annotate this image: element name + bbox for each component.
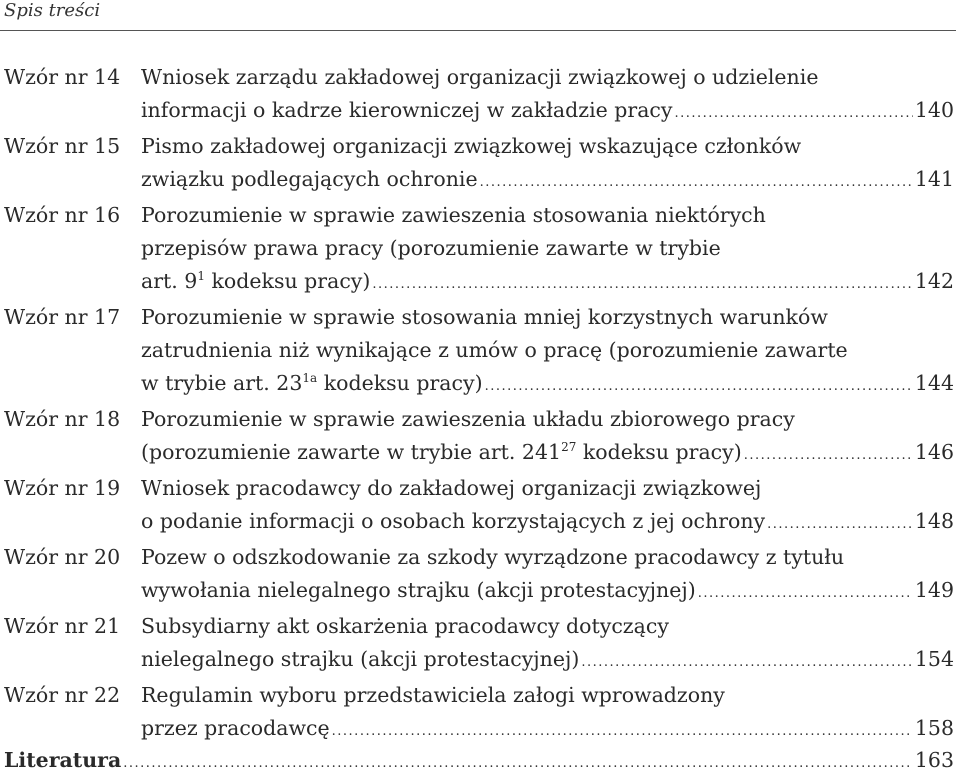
toc-entry-line: art. $9^1$ kodeksu pracy): [141, 269, 371, 293]
toc-entry-body: [141, 679, 954, 748]
toc-entry-line: zatrudnienia niż wynikające z umów o pracę (porozumienie zawarte: [141, 338, 848, 362]
dot-leader: [372, 268, 912, 301]
toc-entry-22[interactable]: [4, 679, 954, 748]
page-number: 154: [914, 647, 954, 671]
toc-entry-leader: [141, 574, 954, 610]
toc-entry-leader: [141, 94, 954, 130]
toc-entry-line: Regulamin wyboru przedstawiciela załogi wprowadzony: [141, 683, 725, 707]
dot-leader: [332, 715, 913, 748]
page-number: 141: [914, 167, 954, 191]
dot-leader: [767, 508, 913, 541]
toc-entry-label: Wzór nr 18: [4, 407, 121, 431]
dot-leader: [485, 370, 913, 403]
page-number: 140: [914, 98, 954, 122]
toc-entry-label: Wzór nr 22: [4, 683, 121, 707]
toc-entry-line: (porozumienie zawarte w trybie art. $241^{27}$ kodeksu pracy): [141, 440, 742, 464]
toc-entry-body: [141, 301, 954, 403]
toc-entry-line: Pozew o odszkodowanie za szkody wyrządzone pracodawcy z tytułu: [141, 545, 845, 569]
toc-entry-line: przepisów prawa pracy (porozumienie zawarte w trybie: [141, 236, 721, 260]
toc-entry-body: [141, 61, 954, 130]
dot-leader: [123, 749, 913, 779]
dot-leader: [744, 439, 913, 472]
toc-entry-17[interactable]: [4, 301, 954, 403]
toc-entry-line: Wniosek pracodawcy do zakładowej organizacji związkowej: [141, 476, 762, 500]
page-number: 148: [914, 509, 954, 533]
toc-entry-line: nielegalnego strajku (akcji protestacyjnej): [141, 647, 580, 671]
toc-entry-line: przez pracodawcę: [141, 716, 330, 740]
toc-entry-body: [141, 403, 954, 472]
toc-entry-label: Wzór nr 17: [4, 305, 121, 329]
toc-entry-20[interactable]: [4, 541, 954, 610]
toc-entry-literature[interactable]: [4, 745, 954, 779]
toc-entry-label: Wzór nr 14: [4, 65, 121, 89]
dot-leader: [581, 646, 913, 679]
dot-leader: [480, 166, 913, 199]
toc-entry-body: [141, 472, 954, 541]
toc-entry-18[interactable]: [4, 403, 954, 472]
toc-entry-label: Wzór nr 20: [4, 545, 121, 569]
page-number: 142: [914, 269, 954, 293]
toc-entry-19[interactable]: [4, 472, 954, 541]
toc-entry-body: [141, 610, 954, 679]
superscript: 1a: [302, 371, 318, 386]
page-number: 146: [914, 440, 954, 464]
table-of-contents: [4, 61, 954, 748]
page-number: 144: [914, 371, 954, 395]
literature-label: Literatura: [4, 748, 122, 772]
page-number: 158: [914, 716, 954, 740]
toc-entry-line: informacji o kadrze kierowniczej w zakładzie pracy: [141, 98, 673, 122]
toc-entry-line: wywołania nielegalnego strajku (akcji protestacyjnej): [141, 578, 696, 602]
toc-entry-label: Wzór nr 21: [4, 614, 121, 638]
toc-entry-label: Wzór nr 16: [4, 203, 121, 227]
dot-leader: [675, 97, 913, 130]
dot-leader: [698, 577, 913, 610]
toc-entry-14[interactable]: [4, 61, 954, 130]
toc-entry-leader: [141, 643, 954, 679]
toc-entry-leader: [141, 265, 954, 301]
toc-entry-leader: [141, 436, 954, 472]
page-number: 163: [914, 748, 954, 772]
header-rule: [0, 30, 956, 31]
toc-entry-body: [141, 130, 954, 199]
toc-entry-line: w trybie art. $23^{1a}$ kodeksu pracy): [141, 371, 483, 395]
toc-entry-15[interactable]: [4, 130, 954, 199]
toc-entry-line: o podanie informacji o osobach korzystających z jej ochrony: [141, 509, 766, 533]
page-number: 149: [914, 578, 954, 602]
running-head-title: Spis treści: [4, 0, 101, 21]
superscript: 1: [197, 269, 205, 284]
toc-entry-leader: [141, 163, 954, 199]
toc-entry-body: [141, 541, 954, 610]
superscript: 27: [561, 440, 577, 455]
toc-entry-line: Subsydiarny akt oskarżenia pracodawcy dotyczący: [141, 614, 669, 638]
toc-entry-line: Wniosek zarządu zakładowej organizacji związkowej o udzielenie: [141, 65, 819, 89]
toc-entry-line: Porozumienie w sprawie stosowania mniej korzystnych warunków: [141, 305, 828, 329]
toc-entry-leader: [141, 505, 954, 541]
toc-entry-line: Porozumienie w sprawie zawieszenia układu zbiorowego pracy: [141, 407, 795, 431]
toc-entry-body: [141, 199, 954, 301]
toc-entry-leader: [141, 712, 954, 748]
toc-entry-label: Wzór nr 15: [4, 134, 121, 158]
toc-entry-line: Pismo zakładowej organizacji związkowej wskazujące członków: [141, 134, 802, 158]
toc-entry-line: Porozumienie w sprawie zawieszenia stosowania niektórych: [141, 203, 766, 227]
toc-entry-16[interactable]: [4, 199, 954, 301]
toc-entry-leader: [141, 367, 954, 403]
toc-entry-21[interactable]: [4, 610, 954, 679]
toc-entry-label: Wzór nr 19: [4, 476, 121, 500]
toc-entry-line: związku podlegających ochronie: [141, 167, 478, 191]
